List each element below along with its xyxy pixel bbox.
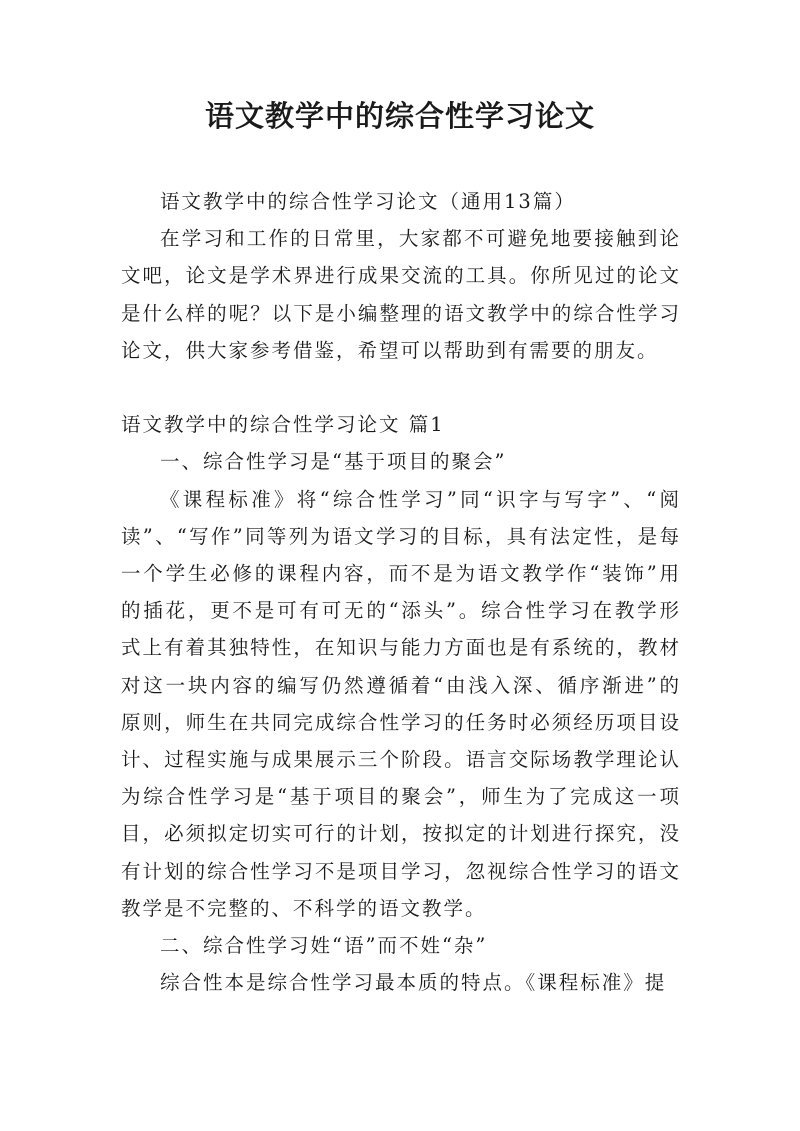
point-2-heading: 二、综合性学习姓“语”而不姓“杂” xyxy=(160,934,488,958)
document-body xyxy=(121,183,681,1001)
point-2-paragraph: 综合性本是综合性学习最本质的特点。《课程标准》提 xyxy=(160,971,667,995)
intro-paragraph: 在学习和工作的日常里，大家都不可避免地要接触到论文吧，论文是学术界进行成果交流的工具。你所见过的论文是什么样的呢？以下是小编整理的语文教学中的综合性学习论文，供大家参考借鉴，希望可以帮助到有需要的朋友。 xyxy=(121,227,681,362)
paragraph-spacer xyxy=(121,369,681,406)
point-1-heading: 一、综合性学习是“基于项目的聚会” xyxy=(160,450,507,474)
point-1-paragraph: 《课程标准》将“综合性学习”同“识字与写字”、“阅读”、“写作”同等列为语文学习的目标，具有法定性，是每一个学生必修的课程内容，而不是为语文教学作“装饰”用的插花，更不是可有可无的“添头”。综合性学习在教学形式上有着其独特性，在知识与能力方面也是有系统的，教材对这一块内容的编写仍然遵循着“由浅入深、循序渐进”的原则，师生在共同完成综合性学习的任务时必须经历项目设计、过程实施与成果展示三个阶段。语言交际场教学理论认为综合性学习是“基于项目的聚会”，师生为了完成这一项目，必须拟定切实可行的计划，按拟定的计划进行探究，没有计划的综合性学习不是项目学习，忽视综合性学习的语文教学是不完整的、不科学的语文教学。 xyxy=(121,487,681,920)
document-subtitle: 语文教学中的综合性学习论文（通用13篇） xyxy=(160,190,576,213)
section-heading: 语文教学中的综合性学习论文 篇1 xyxy=(121,413,445,437)
document-title: 语文教学中的综合性学习论文 xyxy=(204,99,595,133)
